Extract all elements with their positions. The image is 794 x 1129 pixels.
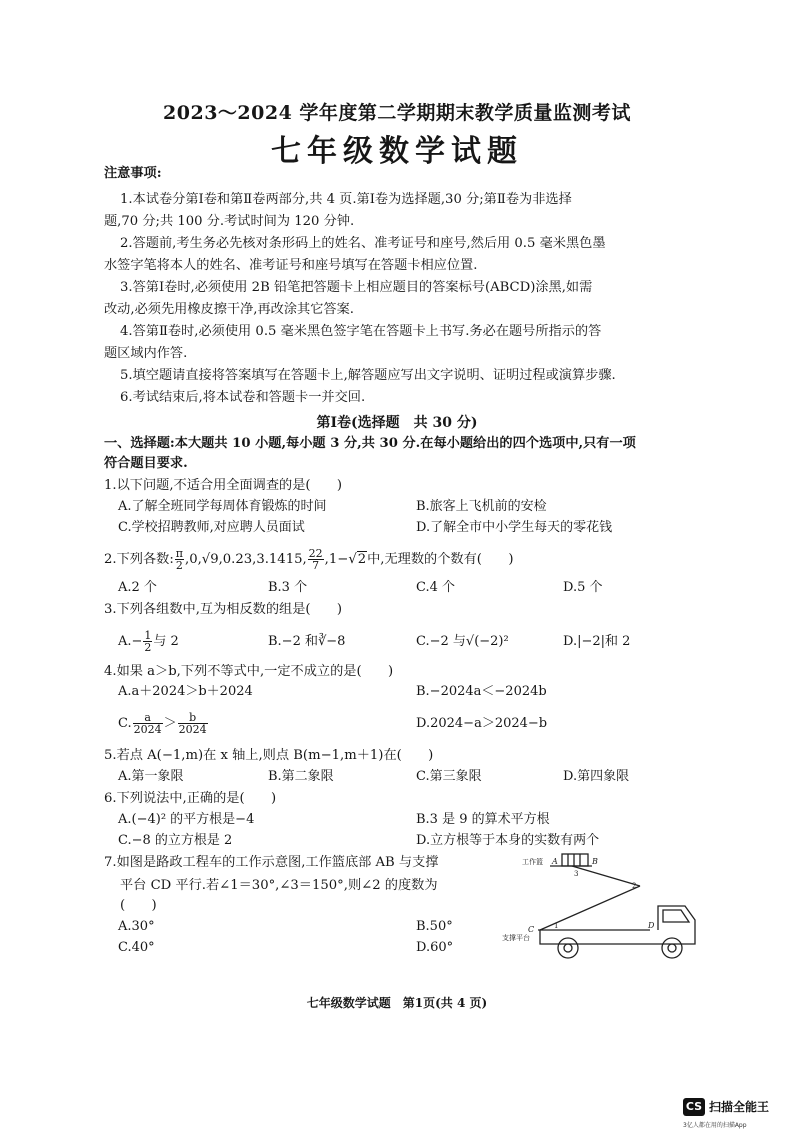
section-title: 第Ⅰ卷(选择题 共 30 分): [316, 415, 478, 431]
q2-mid: ,0,√9,0.23,3.1415,: [185, 552, 307, 567]
q4-c-gt: ＞: [163, 716, 177, 731]
rear-wheel: [558, 938, 578, 958]
q3-frac-den: 2: [144, 641, 152, 654]
q4-c-pre: C.: [118, 716, 132, 731]
q2-frac-num: 22: [308, 547, 323, 560]
question-7-line: 7.如图是路政工程车的工作示意图,工作篮底部 AB 与支撑: [104, 855, 439, 870]
label-basket: 工作篮: [522, 858, 543, 866]
q1-option-c: C.学校招聘教师,对应聘人员面试: [118, 520, 305, 535]
q2-frac-den: 2: [175, 559, 183, 572]
q6-option-a: A.(−4)² 的平方根是−4: [118, 812, 255, 827]
q4-frac-num: b: [178, 712, 208, 724]
q1-option-b: B.旅客上飞机前的安检: [416, 499, 547, 514]
scanner-logo: CS: [683, 1098, 705, 1116]
basket-shape: [562, 854, 588, 866]
q2-option-b: B.3 个: [268, 580, 308, 595]
notes-line: 3.答第Ⅰ卷时,必须使用 2B 铅笔把答题卡上相应题目的答案标号(ABCD)涂黑,如需: [120, 280, 593, 295]
q3-a-post: 与 2: [153, 634, 179, 649]
q3-option-b: B.−2 和∛−8: [268, 634, 346, 649]
q6-option-b: B.3 是 9 的算术平方根: [416, 812, 550, 827]
q4-option-d: D.2024−a＞2024−b: [416, 716, 548, 731]
q4-frac-den: 2024: [178, 723, 207, 736]
page-footer: 七年级数学试题 第1页(共 4 页): [306, 996, 488, 1010]
q1-option-d: D.了解全市中小学生每天的零花钱: [416, 520, 613, 535]
notes-line: 水签字笔将本人的姓名、准考证号和座号填写在答题卡相应位置.: [104, 258, 478, 273]
q2-post1: ,1−: [324, 552, 349, 567]
q2-frac-den: 7: [312, 559, 320, 572]
q3-option-c: C.−2 与√(−2)²: [416, 634, 509, 649]
notes-line: 5.填空题请直接将答案填写在答题卡上,解答题应写出文字说明、证明过程或演算步骤.: [120, 368, 616, 383]
question-3-stem: 3.下列各组数中,互为相反数的组是( ): [104, 602, 343, 617]
q7-truck-figure: [500, 848, 740, 963]
q2-sqrt2: 2: [357, 552, 367, 567]
label-angle-1: 1: [554, 922, 559, 930]
q4-c-fraction-b: [178, 712, 208, 735]
notes-line: 题区域内作答.: [104, 346, 188, 361]
q2-frac-num: π: [175, 547, 184, 560]
label-a: A: [552, 857, 558, 866]
q7-option-b: B.50°: [416, 919, 453, 934]
q3-option-d: D.|−2|和 2: [563, 634, 631, 649]
upper-arm: [572, 866, 640, 886]
scanner-tagline: 3亿人都在用的扫描App: [683, 1122, 747, 1129]
q6-option-d: D.立方根等于本身的实数有两个: [416, 833, 600, 848]
question-7-line: 平台 CD 平行.若∠1＝30°,∠3＝150°,则∠2 的度数为: [120, 878, 438, 893]
q2-option-c: C.4 个: [416, 580, 456, 595]
label-angle-2: 2: [632, 882, 637, 890]
q5-option-b: B.第二象限: [268, 769, 334, 784]
notes-line: 改动,必须先用橡皮擦干净,再改涂其它答案.: [104, 302, 354, 317]
label-platform: 支撑平台: [502, 934, 530, 942]
question-6-stem: 6.下列说法中,正确的是( ): [104, 791, 277, 806]
label-c: C: [528, 925, 535, 934]
q4-option-c: [118, 712, 209, 735]
label-b: B: [592, 857, 598, 866]
q2-post2: 中,无理数的个数有( ): [367, 552, 514, 567]
notes-line: 题,70 分;共 100 分.考试时间为 120 分钟.: [104, 214, 355, 229]
question-5-stem: 5.若点 A(−1,m)在 x 轴上,则点 B(m−1,m＋1)在( ): [104, 748, 434, 763]
q3-option-a: [118, 630, 179, 653]
label-angle-3: 3: [574, 870, 579, 878]
label-d: D: [648, 921, 655, 930]
question-7-line: ( ): [120, 898, 157, 913]
scanner-name: 扫描全能王: [709, 1100, 770, 1114]
notes-line: 4.答第Ⅱ卷时,必须使用 0.5 毫米黑色签字笔在答题卡上书写.务必在题号所指示的答: [120, 324, 602, 339]
q2-fraction-pi: [175, 548, 184, 571]
question-2-stem: 2.下列各数: $\frac{\pi}{2}$ ,0,√9,0.23,3.1415, $\frac{22}{7}$ ,1−√2中,无理数的个数有( ): [104, 547, 514, 572]
question-1-stem: 1.以下问题,不适合用全面调查的是( ): [104, 478, 343, 493]
question-4-stem: 4.如果 a＞b,下列不等式中,一定不成立的是( ): [104, 664, 394, 679]
front-wheel: [662, 938, 682, 958]
q3-frac-num: 1: [144, 629, 152, 642]
q2-pre: 2.下列各数:: [104, 552, 174, 567]
q1-option-a: A.了解全班同学每周体育锻炼的时间: [118, 499, 327, 514]
notes-line: 6.考试结束后,将本试卷和答题卡一并交回.: [120, 390, 366, 405]
q5-option-a: A.第一象限: [118, 769, 184, 784]
q3-a-pre: A.−: [118, 634, 143, 649]
q4-frac-num: a: [133, 712, 163, 724]
notes-line: 2.答题前,考生务必先核对条形码上的姓名、准考证号和座号,然后用 0.5 毫米黑色墨: [120, 236, 606, 251]
q7-option-a: A.30°: [118, 919, 155, 934]
q4-option-a: A.a＋2024＞b＋2024: [118, 684, 253, 699]
q7-option-c: C.40°: [118, 940, 155, 955]
q5-option-d: D.第四象限: [563, 769, 630, 784]
notes-heading: 注意事项:: [104, 166, 162, 181]
q3-a-fraction: [143, 630, 152, 653]
q4-frac-den: 2024: [133, 723, 162, 736]
q2-fraction-22-7: [308, 548, 324, 571]
notes-line: 1.本试卷分第Ⅰ卷和第Ⅱ卷两部分,共 4 页.第Ⅰ卷为选择题,30 分;第Ⅱ卷为非选择: [120, 192, 572, 207]
exam-subtitle: 七年级数学试题: [271, 134, 523, 169]
section-intro: 符合题目要求.: [104, 456, 188, 471]
exam-title: 2023～2024 学年度第二学期期末教学质量监测考试: [163, 102, 631, 124]
truck-window: [663, 910, 689, 922]
section-intro: 一、选择题:本大题共 10 小题,每小题 3 分,共 30 分.在每小题给出的四个选项中,只有一项: [104, 436, 636, 451]
q6-option-c: C.−8 的立方根是 2: [118, 833, 233, 848]
scanner-watermark: [683, 1098, 789, 1129]
q2-option-a: A.2 个: [118, 580, 157, 595]
q5-option-c: C.第三象限: [416, 769, 482, 784]
q4-option-b: B.−2024a＜−2024b: [416, 684, 547, 699]
q7-option-d: D.60°: [416, 940, 454, 955]
q2-option-d: D.5 个: [563, 580, 603, 595]
q4-c-fraction-a: [133, 712, 163, 735]
